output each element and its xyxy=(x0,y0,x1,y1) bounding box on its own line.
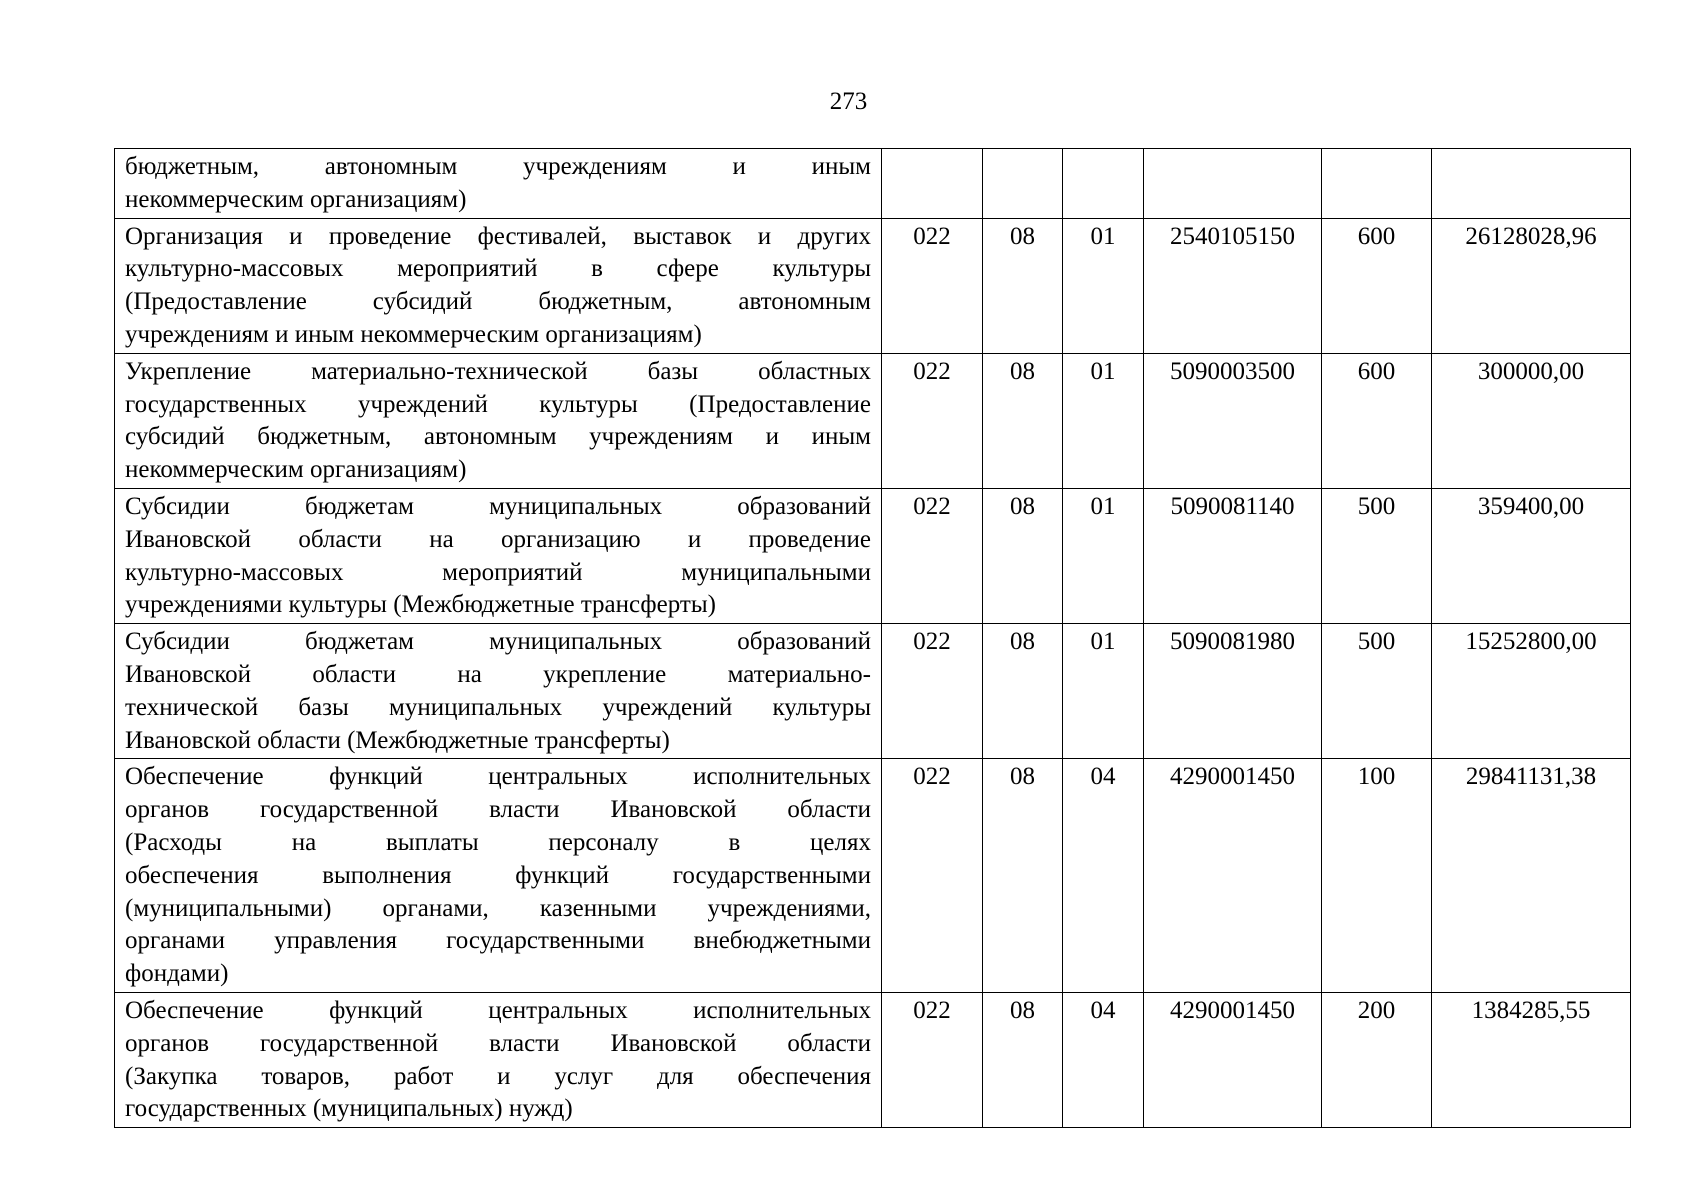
description-line: некоммерческим организациям) xyxy=(125,185,467,213)
subsection-code-cell xyxy=(1063,149,1144,219)
table-row xyxy=(115,759,1631,993)
admin-code-cell: 022 xyxy=(882,759,983,993)
description-line: Ивановской области на укрепление материально- xyxy=(125,660,871,688)
subsection-code-cell: 01 xyxy=(1063,353,1144,488)
amount-cell: 15252800,00 xyxy=(1432,624,1631,759)
description-line: Субсидии бюджетам муниципальных образований xyxy=(125,492,871,520)
table-row xyxy=(115,218,1631,353)
description-line: фондами) xyxy=(125,960,229,988)
description-line: Субсидии бюджетам муниципальных образований xyxy=(125,628,871,656)
description-line: бюджетным, автономным учреждениям и иным xyxy=(125,153,871,180)
description-line: органов государственной власти Ивановской области xyxy=(125,796,871,824)
amount-cell: 300000,00 xyxy=(1432,353,1631,488)
description-line: обеспечения выполнения функций государственными xyxy=(125,861,871,889)
description-line: субсидий бюджетным, автономным учреждениям и иным xyxy=(125,423,871,451)
admin-code-cell: 022 xyxy=(882,624,983,759)
description-line: Организация и проведение фестивалей, выставок и других xyxy=(125,222,871,250)
description-line: органами управления государственными внебюджетными xyxy=(125,927,871,955)
expense-type-cell: 600 xyxy=(1322,353,1432,488)
description-cell xyxy=(115,488,882,623)
target-article-cell xyxy=(1144,149,1322,219)
section-code-cell: 08 xyxy=(983,759,1063,993)
budget-table xyxy=(114,148,1631,1128)
description-cell xyxy=(115,624,882,759)
description-line: (Закупка товаров, работ и услуг для обеспечения xyxy=(125,1062,871,1090)
section-code-cell xyxy=(983,149,1063,219)
table-row xyxy=(115,992,1631,1127)
description-cell xyxy=(115,759,882,993)
section-code-cell: 08 xyxy=(983,488,1063,623)
amount-cell: 29841131,38 xyxy=(1432,759,1631,993)
description-line: технической базы муниципальных учреждений культуры xyxy=(125,693,871,721)
description-cell xyxy=(115,218,882,353)
expense-type-cell: 100 xyxy=(1322,759,1432,993)
target-article-cell: 5090081980 xyxy=(1144,624,1322,759)
expense-type-cell: 500 xyxy=(1322,624,1432,759)
description-line: Ивановской области (Межбюджетные трансферты) xyxy=(125,726,670,754)
description-line: культурно-массовых мероприятий муниципальными xyxy=(125,558,871,586)
admin-code-cell: 022 xyxy=(882,992,983,1127)
table-row xyxy=(115,149,1631,219)
description-line: государственных учреждений культуры (Предоставление xyxy=(125,390,871,418)
description-line: Укрепление материально-технической базы областных xyxy=(125,357,871,385)
expense-type-cell xyxy=(1322,149,1432,219)
description-line: Обеспечение функций центральных исполнительных xyxy=(125,763,871,791)
expense-type-cell: 500 xyxy=(1322,488,1432,623)
description-line: (Расходы на выплаты персоналу в целях xyxy=(125,828,871,856)
amount-cell xyxy=(1432,149,1631,219)
target-article-cell: 5090003500 xyxy=(1144,353,1322,488)
admin-code-cell xyxy=(882,149,983,219)
expense-type-cell: 200 xyxy=(1322,992,1432,1127)
description-line: учреждениям и иным некоммерческим организациям) xyxy=(125,320,702,348)
description-line: Ивановской области на организацию и проведение xyxy=(125,525,871,553)
page-number: 273 xyxy=(829,88,868,115)
table-body xyxy=(115,149,1631,1128)
target-article-cell: 4290001450 xyxy=(1144,759,1322,993)
section-code-cell: 08 xyxy=(983,992,1063,1127)
subsection-code-cell: 04 xyxy=(1063,759,1144,993)
description-line: органов государственной власти Ивановской области xyxy=(125,1029,871,1057)
subsection-code-cell: 01 xyxy=(1063,218,1144,353)
table-row xyxy=(115,353,1631,488)
section-code-cell: 08 xyxy=(983,353,1063,488)
admin-code-cell: 022 xyxy=(882,488,983,623)
description-line: культурно-массовых мероприятий в сфере культуры xyxy=(125,255,871,283)
description-line: учреждениями культуры (Межбюджетные трансферты) xyxy=(125,591,716,619)
admin-code-cell: 022 xyxy=(882,353,983,488)
description-cell xyxy=(115,149,882,219)
description-cell xyxy=(115,992,882,1127)
target-article-cell: 5090081140 xyxy=(1144,488,1322,623)
section-code-cell: 08 xyxy=(983,218,1063,353)
description-line: государственных (муниципальных) нужд) xyxy=(125,1095,573,1123)
description-cell xyxy=(115,353,882,488)
subsection-code-cell: 01 xyxy=(1063,488,1144,623)
expense-type-cell: 600 xyxy=(1322,218,1432,353)
description-line: некоммерческим организациям) xyxy=(125,456,467,484)
table-row xyxy=(115,488,1631,623)
amount-cell: 26128028,96 xyxy=(1432,218,1631,353)
target-article-cell: 2540105150 xyxy=(1144,218,1322,353)
amount-cell: 359400,00 xyxy=(1432,488,1631,623)
table-row xyxy=(115,624,1631,759)
subsection-code-cell: 01 xyxy=(1063,624,1144,759)
section-code-cell: 08 xyxy=(983,624,1063,759)
description-line: Обеспечение функций центральных исполнительных xyxy=(125,996,871,1024)
target-article-cell: 4290001450 xyxy=(1144,992,1322,1127)
admin-code-cell: 022 xyxy=(882,218,983,353)
subsection-code-cell: 04 xyxy=(1063,992,1144,1127)
description-line: (Предоставление субсидий бюджетным, автономным xyxy=(125,288,871,316)
amount-cell: 1384285,55 xyxy=(1432,992,1631,1127)
description-line: (муниципальными) органами, казенными учреждениями, xyxy=(125,894,871,922)
